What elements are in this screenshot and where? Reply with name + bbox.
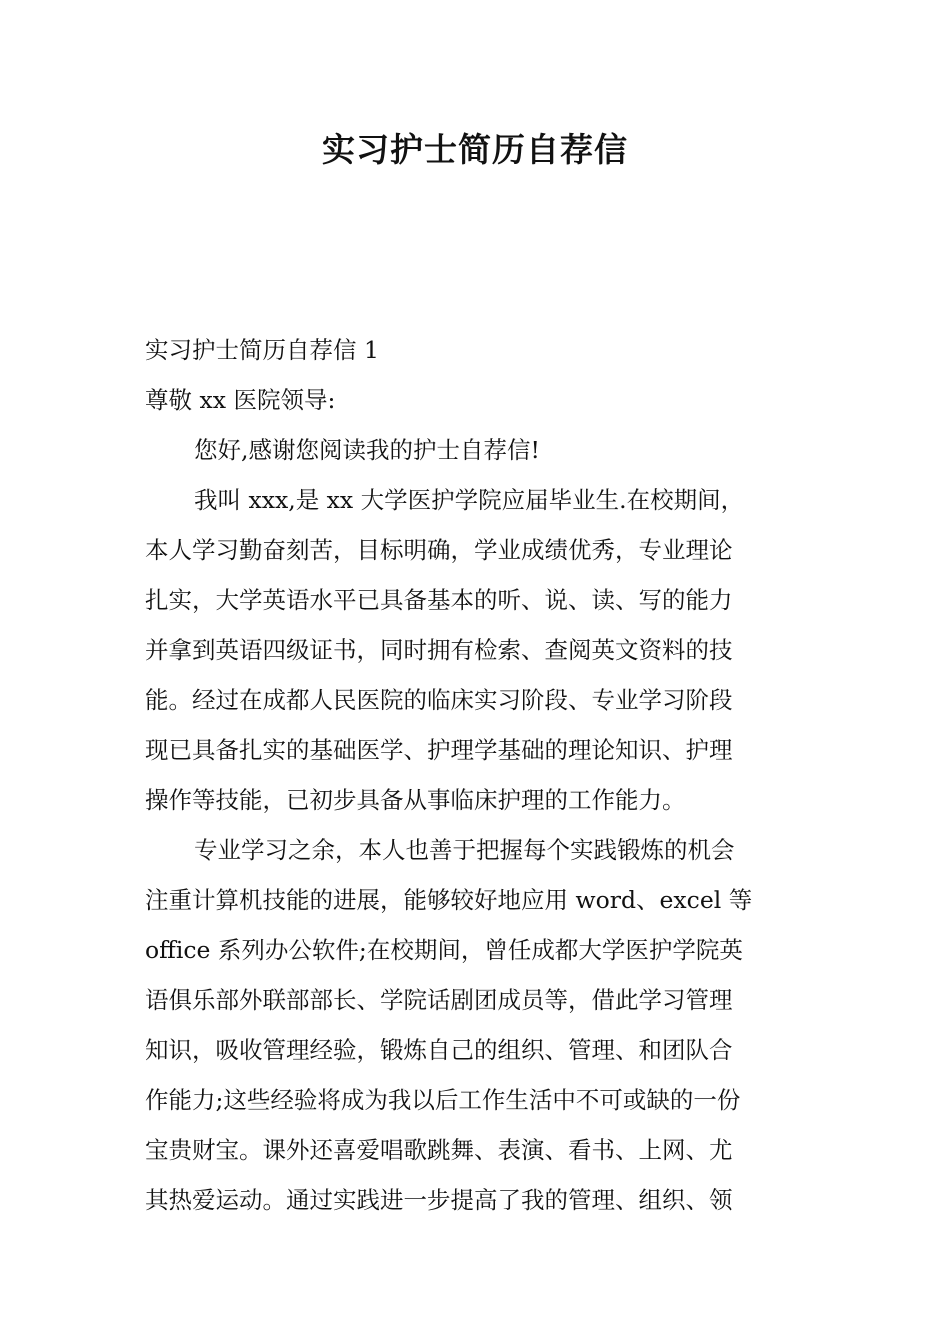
greeting-line: 您好,感谢您阅读我的护士自荐信! <box>194 436 540 464</box>
paragraph-line: 操作等技能，已初步具备从事临床护理的工作能力。 <box>145 786 686 814</box>
paragraph-line: 注重计算机技能的进展，能够较好地应用 word、excel 等 <box>145 886 753 914</box>
paragraph-line: 并拿到英语四级证书，同时拥有检索、查阅英文资料的技 <box>145 636 733 664</box>
paragraph-line: 作能力;这些经验将成为我以后工作生活中不可或缺的一份 <box>145 1086 741 1114</box>
paragraph-line: 专业学习之余，本人也善于把握每个实践锻炼的机会 <box>194 836 735 864</box>
paragraph-line: 宝贵财宝。课外还喜爱唱歌跳舞、表演、看书、上网、尤 <box>145 1136 733 1164</box>
document-title: 实习护士简历自荐信 <box>322 130 628 169</box>
paragraph-line: 能。经过在成都人民医院的临床实习阶段、专业学习阶段 <box>145 686 733 714</box>
paragraph-line: 知识，吸收管理经验，锻炼自己的组织、管理、和团队合 <box>145 1036 733 1064</box>
paragraph-line: 现已具备扎实的基础医学、护理学基础的理论知识、护理 <box>145 736 733 764</box>
paragraph-line: 语俱乐部外联部部长、学院话剧团成员等，借此学习管理 <box>145 986 733 1014</box>
salutation: 尊敬 xx 医院领导: <box>145 386 336 414</box>
paragraph-line: 本人学习勤奋刻苦，目标明确，学业成绩优秀，专业理论 <box>145 536 733 564</box>
document-body <box>145 325 805 1225</box>
paragraph-line: 扎实，大学英语水平已具备基本的听、说、读、写的能力 <box>145 586 733 614</box>
section-heading: 实习护士简历自荐信 1 <box>145 336 379 364</box>
paragraph-line: 我叫 xxx,是 xx 大学医护学院应届毕业生.在校期间， <box>194 486 745 514</box>
paragraph-line: 其热爱运动。通过实践进一步提高了我的管理、组织、领 <box>145 1186 733 1214</box>
paragraph-line: office 系列办公软件;在校期间，曾任成都大学医护学院英 <box>145 936 743 964</box>
